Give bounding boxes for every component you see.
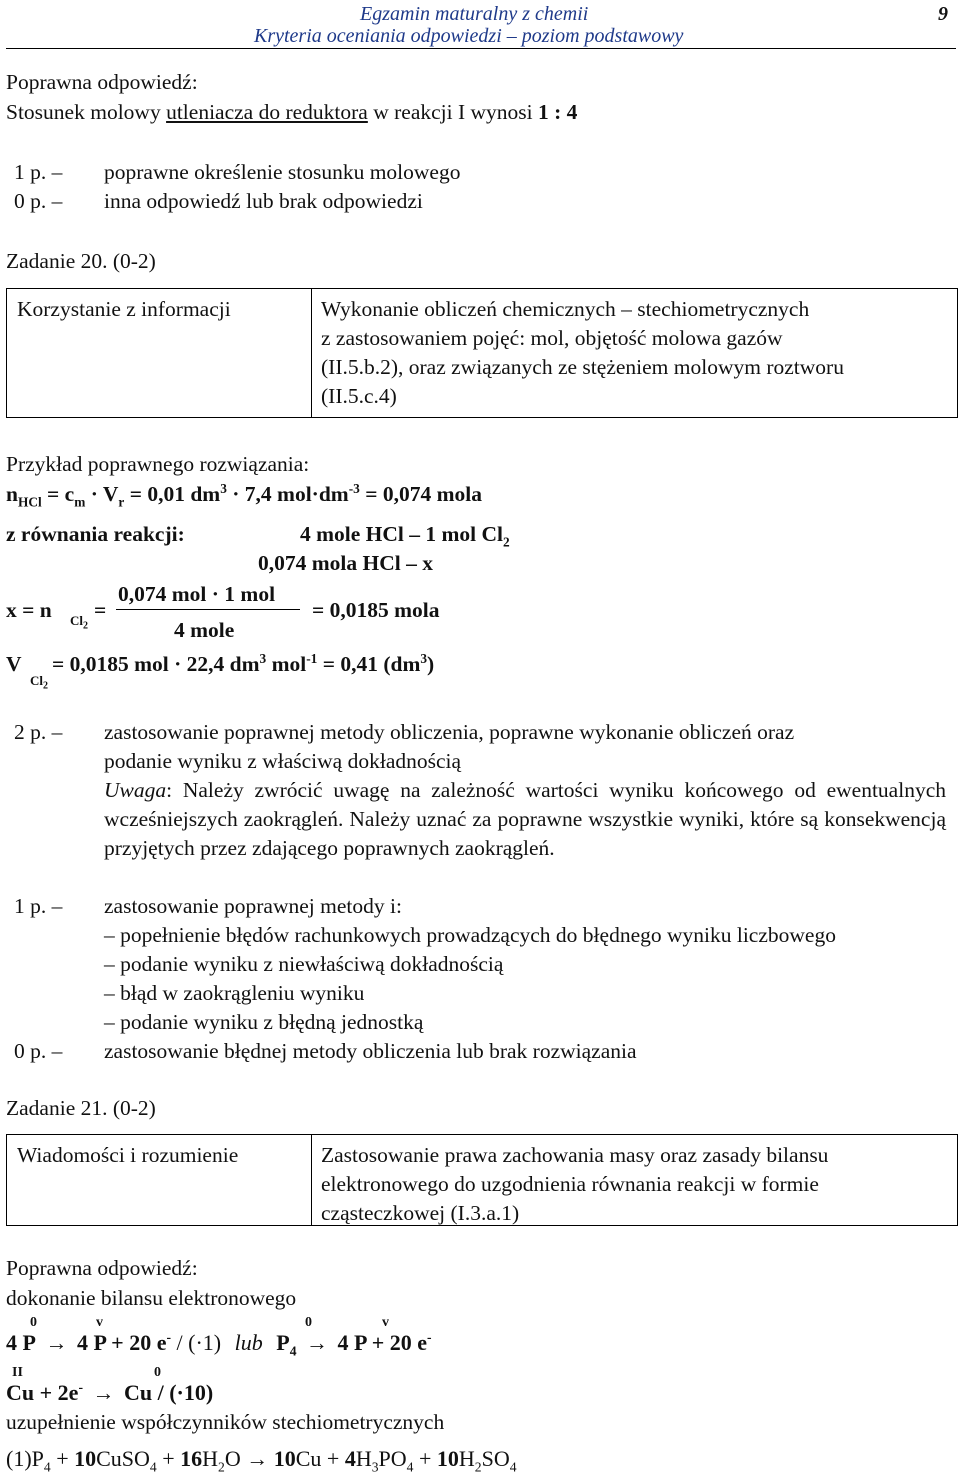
final-equation — [6, 1444, 517, 1473]
q20-table — [6, 288, 958, 418]
equation-segment: (1)P — [6, 1446, 44, 1471]
equation-segment: Cu + — [295, 1446, 345, 1471]
table-line: (II.5.c.4) — [321, 384, 397, 408]
x-eq-lhs — [6, 596, 52, 625]
equation-segment: 10 — [74, 1446, 97, 1471]
q20-note — [104, 776, 946, 863]
fraction-denominator: 4 mole — [174, 618, 235, 642]
table-line: Wykonanie obliczeń chemicznych – stechiometrycznych — [321, 297, 810, 321]
table-line: Zastosowanie prawa zachowania masy oraz zasady bilansu — [321, 1143, 829, 1167]
equation-segment: O — [224, 1446, 247, 1471]
ox-state-0: 0 — [154, 1365, 161, 1380]
eq-part: · 7,4 mol·dm — [226, 482, 349, 506]
eq-subsub: 2 — [43, 680, 48, 692]
table-line: (II.5.b.2), oraz związanych ze stężeniem molowym roztworu — [321, 355, 844, 379]
answer-ratio: 1 : 4 — [538, 100, 578, 124]
ox-state-v: v — [96, 1315, 103, 1330]
q21-answer-heading: Poprawna odpowiedź: — [6, 1256, 198, 1280]
q19-score0-label: 0 p. – — [14, 189, 63, 213]
header-rule — [6, 48, 956, 49]
eq-part: 4 P + 20 e — [337, 1330, 428, 1355]
v-eq-lhs: V — [6, 652, 22, 676]
equation-segment: H — [355, 1446, 372, 1471]
equation-subscript: 4 — [149, 1459, 157, 1475]
eq-sup: -3 — [348, 480, 360, 496]
eq-part: Cu / (·10) — [123, 1380, 214, 1405]
eq-part: n — [6, 482, 18, 506]
q20-example-heading: Przykład poprawnego rozwiązania: — [6, 452, 310, 476]
eq-part: mol — [266, 652, 307, 676]
table-line: elektronowego do uzgodnienia równania reakcji w formie — [321, 1172, 819, 1196]
equation-subscript: 4 — [509, 1459, 517, 1475]
arrow-icon: → — [45, 1330, 68, 1355]
eq-sub: HCl — [17, 494, 42, 510]
q21-table — [6, 1134, 958, 1226]
q20-title: Zadanie 20. (0-2) — [6, 249, 156, 273]
page-number: 9 — [938, 3, 948, 25]
equation-segment: + — [50, 1446, 75, 1471]
eq-part: = 0,0185 mol · 22,4 dm — [52, 652, 260, 676]
eq-part: = c — [41, 482, 75, 506]
eq-sub: Cl — [70, 613, 83, 628]
q20-score2-label: 2 p. – — [14, 720, 63, 744]
arrow-icon: → — [306, 1330, 329, 1355]
table-divider — [311, 289, 312, 417]
equation-segment: + — [156, 1446, 181, 1471]
equation-segment: + — [413, 1446, 437, 1471]
q20-score2-line2: podanie wyniku z właściwą dokładnością — [104, 749, 462, 773]
q19-score1-label: 1 p. – — [14, 160, 63, 184]
table-line: cząsteczkowej (I.3.a.1) — [321, 1201, 520, 1225]
note-text: : Należy zwrócić uwagę na zależność wartości wyniku końcowego od ewentualnych wcześniejszych zaokrągleń. Należy uznać za poprawne wszystkie wyniki, które są konsekwencją przyjętych przez zdającego poprawnych zaokrągleń. — [104, 778, 946, 860]
eq-sup: - — [78, 1379, 83, 1395]
reaction-line-1 — [300, 520, 510, 549]
eq-sub: 2 — [503, 534, 510, 550]
q21-table-left: Wiadomości i rozumienie — [17, 1143, 239, 1167]
q19-score0-text: inna odpowiedź lub brak odpowiedzi — [104, 189, 423, 213]
q21-table-right — [321, 1141, 931, 1228]
eq-sub: 4 — [289, 1343, 297, 1359]
eq-part: P — [276, 1330, 290, 1355]
equation-segment: H — [458, 1446, 475, 1471]
reaction-label: z równania reakcji: — [6, 522, 185, 546]
equation-segment: PO — [378, 1446, 407, 1471]
eq-part: 4 mole HCl – 1 mol Cl — [300, 522, 504, 546]
table-divider — [311, 1135, 312, 1225]
equation-subscript: 3 — [371, 1459, 379, 1475]
q20-score2-line1: zastosowanie poprawnej metody obliczenia, poprawne wykonanie obliczeń oraz — [104, 720, 795, 744]
q20-score1-item-2: – podanie wyniku z niewłaściwą dokładnością — [104, 952, 504, 976]
reaction-line-2: 0,074 mola HCl – x — [258, 551, 433, 575]
header-title: Egzamin maturalny z chemii — [360, 3, 589, 25]
equation-segment: 4 — [344, 1446, 356, 1471]
ox-state-0: 0 — [305, 1315, 312, 1330]
eq-sup: 3 — [220, 480, 227, 496]
eq-sub: m — [74, 494, 86, 510]
q20-score0-text: zastosowanie błędnej metody obliczenia lub brak rozwiązania — [104, 1039, 637, 1063]
q20-score1-item-1: – popełnienie błędów rachunkowych prowadzących do błędnego wyniku liczbowego — [104, 923, 836, 947]
q19-answer-heading: Poprawna odpowiedź: — [6, 70, 198, 94]
answer-text: w reakcji I wynosi — [367, 100, 539, 124]
answer-underlined-1: utleniacza do reduktora — [166, 100, 368, 124]
lub-word: lub — [234, 1330, 263, 1355]
eq-part: / (·1) — [171, 1330, 222, 1355]
q20-table-right — [321, 295, 931, 411]
eq-sub: Cl — [30, 673, 43, 688]
q20-score1-item-3: – błąd w zaokrągleniu wyniku — [104, 981, 365, 1005]
q21-balance-heading: dokonanie bilansu elektronowego — [6, 1286, 297, 1310]
q20-score0-label: 0 p. – — [14, 1039, 63, 1063]
q20-score1-item-4: – podanie wyniku z błędną jednostką — [104, 1010, 424, 1034]
q21-coef-heading: uzupełnienie współczynników stechiometrycznych — [6, 1410, 445, 1434]
equation-segment: 10 — [273, 1446, 296, 1471]
eq-part: = 0,074 mola — [359, 482, 482, 506]
q20-table-left: Korzystanie z informacji — [17, 297, 231, 321]
equation-subscript: 4 — [406, 1459, 414, 1475]
equation-segment: CuSO — [96, 1446, 150, 1471]
v-eq-sub — [30, 666, 48, 695]
eq-part: · V — [85, 482, 119, 506]
eq-sup: - — [427, 1329, 432, 1345]
ox-state-v: v — [382, 1315, 389, 1330]
equation-subscript: 4 — [43, 1459, 51, 1475]
answer-text: Stosunek molowy — [6, 100, 167, 124]
equation-segment: SO — [481, 1446, 510, 1471]
eq-part: 4 P — [6, 1330, 36, 1355]
equation-subscript: 2 — [474, 1459, 482, 1475]
equation-segment: 16 — [180, 1446, 203, 1471]
equation-segment: → — [246, 1446, 269, 1471]
table-line: z zastosowaniem pojęć: mol, objętość molowa gazów — [321, 326, 783, 350]
balance-line-1 — [6, 1328, 432, 1357]
eq-subsub: 2 — [83, 620, 88, 632]
header-subtitle: Kryteria oceniania odpowiedzi – poziom podstawowy — [254, 25, 684, 47]
eq-sub: r — [118, 494, 125, 510]
eq-part: Cu + 2e — [6, 1380, 79, 1405]
q19-score1-text: poprawne określenie stosunku molowego — [104, 160, 461, 184]
balance-line-2 — [6, 1378, 213, 1407]
x-eq-result: = 0,0185 mola — [312, 598, 440, 622]
q20-equation-1 — [6, 480, 482, 509]
q21-title: Zadanie 21. (0-2) — [6, 1096, 156, 1120]
q20-score1-text: zastosowanie poprawnej metody i: — [104, 894, 402, 918]
x-eq-sub — [70, 606, 88, 635]
eq-part: x = n — [6, 598, 52, 622]
eq-part: = 0,01 dm — [124, 482, 221, 506]
eq-part: = 0,41 (dm — [317, 652, 421, 676]
eq-sup: 3 — [259, 650, 267, 666]
fraction-numerator: 0,074 mol · 1 mol — [118, 582, 276, 606]
fraction-bar — [116, 609, 300, 610]
v-eq-rhs — [52, 650, 434, 679]
ox-state-0: 0 — [30, 1315, 37, 1330]
eq-sup: 3 — [420, 650, 428, 666]
q19-answer — [6, 98, 577, 127]
equation-segment: 10 — [436, 1446, 459, 1471]
eq-part: 4 P + 20 e — [76, 1330, 167, 1355]
q20-score1-label: 1 p. – — [14, 894, 63, 918]
eq-sup: - — [166, 1329, 172, 1345]
equation-segment: H — [202, 1446, 219, 1471]
eq-part: ) — [427, 652, 435, 676]
note-word: Uwaga — [104, 778, 167, 802]
ox-state-II: II — [12, 1365, 23, 1380]
eq-sup: -1 — [306, 650, 318, 666]
equation-subscript: 2 — [218, 1459, 225, 1475]
arrow-icon: → — [92, 1380, 115, 1405]
x-eq-equals: = — [94, 598, 107, 622]
